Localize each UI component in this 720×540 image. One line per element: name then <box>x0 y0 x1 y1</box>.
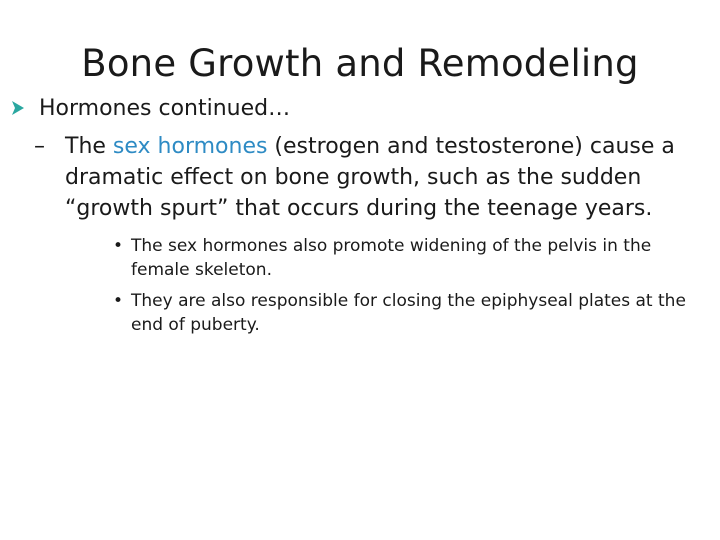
sub-bullet-sex-hormones <box>34 131 704 224</box>
sub-sub-bullet-text: They are also responsible for closing the epiphyseal plates at the end of puberty. <box>131 291 686 335</box>
bullet-hormones-continued <box>12 94 290 124</box>
sub-bullet-suffix: (estrogen and testosterone) cause a dramatic effect on bone growth, such as the sudden “growth spurt” that occurs during the teenage years. <box>65 134 675 221</box>
sub-sub-bullet-pelvis <box>113 234 713 282</box>
sub-bullet-text <box>65 131 704 224</box>
bullet-dot: • <box>113 291 124 311</box>
sub-sub-bullet-text: The sex hormones also promote widening of the pelvis in the female skeleton. <box>131 236 652 280</box>
sub-sub-bullet-epiphyseal <box>113 289 713 337</box>
dash-marker: – <box>34 134 45 159</box>
bullet-dot: • <box>113 236 124 256</box>
sub-bullet-prefix: The <box>65 134 113 159</box>
arrowhead-bullet-icon <box>12 101 24 115</box>
sex-hormones-highlight: sex hormones <box>112 134 268 159</box>
bullet-text: Hormones continued… <box>39 96 291 121</box>
slide-title: Bone Growth and Remodeling <box>81 42 639 85</box>
